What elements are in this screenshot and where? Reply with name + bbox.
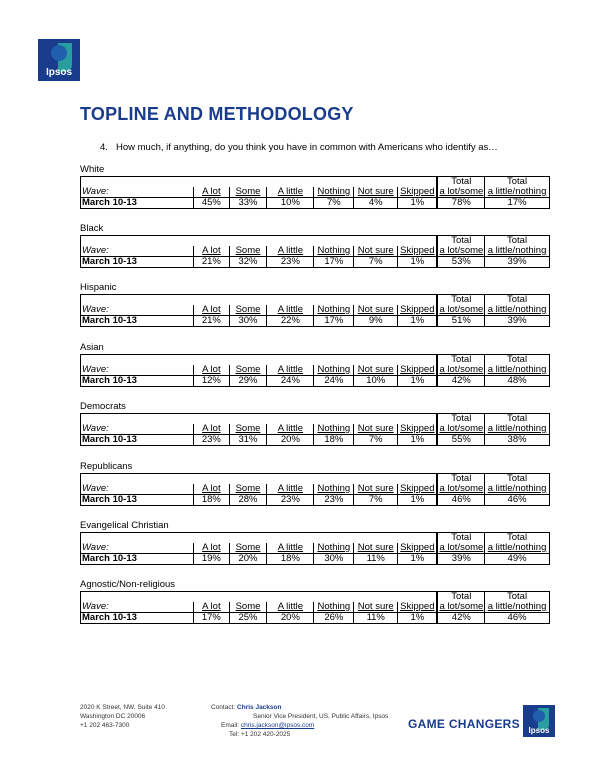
column-header: Skipped (398, 424, 438, 435)
category-block (80, 579, 550, 624)
table-cell: 31% (229, 435, 267, 446)
table-row (81, 554, 550, 565)
column-header: A little (267, 424, 314, 435)
topline-table (80, 354, 550, 387)
ipsos-logo (38, 39, 80, 81)
table-cell: 9% (354, 316, 398, 327)
topline-table (80, 294, 550, 327)
column-header: Skipped (398, 602, 438, 613)
table-row (81, 376, 550, 387)
table-cell: 28% (229, 495, 267, 506)
question (100, 142, 498, 153)
category-label: Asian (80, 342, 104, 353)
total-header: Total (507, 294, 528, 305)
topline-table (80, 591, 550, 624)
column-header: Not sure (354, 365, 398, 376)
column-header: Nothing (314, 543, 354, 554)
table-cell: 23% (267, 495, 314, 506)
table-row (81, 613, 550, 624)
table-cell: 10% (267, 198, 314, 209)
table-cell: 12% (194, 376, 230, 387)
footer-contact (211, 703, 388, 739)
table-cell: 18% (314, 435, 354, 446)
column-header: a little/nothing (485, 484, 550, 495)
column-header: a little/nothing (485, 602, 550, 613)
category-block (80, 223, 550, 268)
header-row (81, 484, 550, 495)
column-header: Some (229, 424, 267, 435)
column-header: Some (229, 365, 267, 376)
wave-date: March 10-13 (81, 495, 194, 506)
column-header: Some (229, 246, 267, 257)
column-header: A little (267, 187, 314, 198)
column-header: A lot (194, 187, 230, 198)
table-cell: 10% (354, 376, 398, 387)
table-cell: 51% (437, 316, 484, 327)
column-header: Nothing (314, 305, 354, 316)
wave-header: Wave: (81, 602, 194, 613)
column-header: A little (267, 484, 314, 495)
table-cell: 49% (485, 554, 550, 565)
table-cell: 1% (398, 198, 438, 209)
table-cell: 1% (398, 435, 438, 446)
footer-address (80, 703, 165, 730)
header-row (81, 602, 550, 613)
header-row (81, 305, 550, 316)
column-header: A lot (194, 365, 230, 376)
header-row-totals (81, 533, 550, 544)
category-block (80, 401, 550, 446)
table-cell: 20% (267, 613, 314, 624)
table-cell: 7% (354, 257, 398, 268)
table-cell: 21% (194, 257, 230, 268)
column-header: A lot (194, 246, 230, 257)
wave-header: Wave: (81, 305, 194, 316)
table-cell: 33% (229, 198, 267, 209)
total-header: Total (507, 176, 528, 187)
column-header: a little/nothing (485, 246, 550, 257)
column-header: Some (229, 305, 267, 316)
address-line-1: 2020 K Street, NW, Suite 410 (80, 704, 165, 711)
column-header: a little/nothing (485, 424, 550, 435)
table-cell: 78% (437, 198, 484, 209)
column-header: A lot (194, 543, 230, 554)
topline-table (80, 176, 550, 209)
total-header: Total (451, 176, 472, 187)
column-header: a lot/some (439, 602, 484, 612)
column-header: A little (267, 305, 314, 316)
column-header: A lot (194, 305, 230, 316)
table-cell: 23% (267, 257, 314, 268)
column-header: A little (267, 602, 314, 613)
wave-date: March 10-13 (81, 435, 194, 446)
total-header: Total (507, 473, 528, 484)
table-cell: 22% (267, 316, 314, 327)
question-number: 4. (100, 142, 108, 153)
table-cell: 32% (229, 257, 267, 268)
table-cell: 39% (437, 554, 484, 565)
category-label: Black (80, 223, 104, 234)
tel-value: +1 202 420-2025 (240, 731, 291, 738)
column-header: Not sure (354, 187, 398, 198)
category-block (80, 520, 550, 565)
table-cell: 4% (354, 198, 398, 209)
tel-label: Tel: (229, 731, 240, 738)
column-header: A little (267, 543, 314, 554)
table-cell: 48% (485, 376, 550, 387)
column-header: Not sure (354, 305, 398, 316)
total-header: Total (507, 591, 528, 602)
table-cell: 39% (485, 257, 550, 268)
table-cell: 18% (194, 495, 230, 506)
wave-header: Wave: (81, 365, 194, 376)
column-header: a lot/some (439, 187, 484, 197)
table-cell: 29% (229, 376, 267, 387)
total-header: Total (507, 413, 528, 424)
table-cell: 1% (398, 257, 438, 268)
table-cell: 17% (314, 316, 354, 327)
wave-header: Wave: (81, 246, 194, 257)
column-header: a little/nothing (485, 305, 550, 316)
table-cell: 26% (314, 613, 354, 624)
table-row (81, 198, 550, 209)
category-block (80, 282, 550, 327)
wave-date: March 10-13 (81, 376, 194, 387)
category-label: Evangelical Christian (80, 520, 169, 531)
column-header: a little/nothing (485, 187, 550, 198)
total-header: Total (451, 235, 472, 246)
header-row-totals (81, 474, 550, 485)
table-cell: 46% (485, 613, 550, 624)
column-header: Not sure (354, 424, 398, 435)
table-cell: 17% (194, 613, 230, 624)
wave-date: March 10-13 (81, 198, 194, 209)
table-cell: 19% (194, 554, 230, 565)
wave-header: Wave: (81, 543, 194, 554)
header-row-totals (81, 355, 550, 366)
page-title: TOPLINE AND METHODOLOGY (80, 104, 354, 124)
table-cell: 53% (437, 257, 484, 268)
column-header: Skipped (398, 484, 438, 495)
column-header: Nothing (314, 246, 354, 257)
table-cell: 42% (437, 376, 484, 387)
column-header: Some (229, 543, 267, 554)
column-header: A lot (194, 602, 230, 613)
contact-name: Chris Jackson (237, 704, 282, 711)
table-row (81, 435, 550, 446)
total-header: Total (451, 591, 472, 602)
total-header: Total (451, 413, 472, 424)
total-header: Total (451, 354, 472, 365)
column-header: a lot/some (439, 543, 484, 553)
category-label: Hispanic (80, 282, 117, 293)
header-row-totals (81, 295, 550, 306)
column-header: a little/nothing (485, 365, 550, 376)
total-header: Total (507, 532, 528, 543)
column-header: Nothing (314, 424, 354, 435)
column-header: a lot/some (439, 365, 484, 375)
column-header: Not sure (354, 543, 398, 554)
column-header: Skipped (398, 365, 438, 376)
table-cell: 23% (194, 435, 230, 446)
category-block (80, 342, 550, 387)
table-cell: 17% (485, 198, 550, 209)
table-cell: 55% (437, 435, 484, 446)
table-cell: 39% (485, 316, 550, 327)
topline-table (80, 235, 550, 268)
email-link[interactable]: chris.jackson@ipsos.com (240, 722, 315, 729)
table-cell: 20% (267, 435, 314, 446)
column-header: Some (229, 602, 267, 613)
table-row (81, 495, 550, 506)
column-header: Skipped (398, 543, 438, 554)
total-header: Total (507, 354, 528, 365)
table-cell: 1% (398, 613, 438, 624)
address-phone: +1 202 463-7300 (80, 722, 130, 729)
column-header: A little (267, 365, 314, 376)
header-row (81, 365, 550, 376)
table-cell: 7% (354, 495, 398, 506)
header-row-totals (81, 236, 550, 247)
wave-header: Wave: (81, 187, 194, 198)
table-cell: 17% (314, 257, 354, 268)
column-header: a little/nothing (485, 543, 550, 554)
header-row (81, 187, 550, 198)
topline-table (80, 413, 550, 446)
table-cell: 11% (354, 554, 398, 565)
table-row (81, 316, 550, 327)
column-header: a lot/some (439, 305, 484, 315)
table-cell: 1% (398, 376, 438, 387)
total-header: Total (507, 235, 528, 246)
question-text: How much, if anything, do you think you have in common with Americans who identify as… (116, 142, 498, 153)
contact-title: Senior Vice President, US, Public Affairs, Ipsos (253, 713, 389, 720)
ipsos-logo-small-text: Ipsos (528, 726, 550, 735)
email-label: Email: (221, 722, 240, 729)
wave-date: March 10-13 (81, 554, 194, 565)
table-cell: 46% (485, 495, 550, 506)
table-cell: 23% (314, 495, 354, 506)
ipsos-logo-text: Ipsos (45, 67, 73, 78)
column-header: Skipped (398, 305, 438, 316)
column-header: Skipped (398, 187, 438, 198)
wave-header: Wave: (81, 424, 194, 435)
column-header: Not sure (354, 246, 398, 257)
table-cell: 7% (354, 435, 398, 446)
category-label: Agnostic/Non-religious (80, 579, 176, 590)
column-header: Nothing (314, 602, 354, 613)
table-cell: 20% (229, 554, 267, 565)
total-header: Total (451, 532, 472, 543)
table-cell: 1% (398, 495, 438, 506)
column-header: A lot (194, 484, 230, 495)
table-cell: 42% (437, 613, 484, 624)
category-block (80, 164, 550, 209)
total-header: Total (451, 294, 472, 305)
topline-table (80, 473, 550, 506)
header-row (81, 246, 550, 257)
table-cell: 1% (398, 554, 438, 565)
total-header: Total (451, 473, 472, 484)
column-header: A little (267, 246, 314, 257)
table-cell: 24% (314, 376, 354, 387)
column-header: Nothing (314, 365, 354, 376)
column-header: a lot/some (439, 424, 484, 434)
category-block (80, 461, 550, 506)
table-cell: 7% (314, 198, 354, 209)
header-row (81, 424, 550, 435)
table-row (81, 257, 550, 268)
column-header: Nothing (314, 187, 354, 198)
address-line-2: Washington DC 20006 (80, 713, 146, 720)
header-row-totals (81, 414, 550, 425)
table-cell: 18% (267, 554, 314, 565)
column-header: Some (229, 187, 267, 198)
table-cell: 46% (437, 495, 484, 506)
table-cell: 21% (194, 316, 230, 327)
table-cell: 11% (354, 613, 398, 624)
column-header: a lot/some (439, 484, 484, 494)
wave-date: March 10-13 (81, 257, 194, 268)
wave-date: March 10-13 (81, 316, 194, 327)
column-header: A lot (194, 424, 230, 435)
table-cell: 30% (229, 316, 267, 327)
category-label: Republicans (80, 461, 133, 472)
column-header: a lot/some (439, 246, 484, 256)
table-cell: 24% (267, 376, 314, 387)
column-header: Not sure (354, 602, 398, 613)
header-row (81, 543, 550, 554)
column-header: Skipped (398, 246, 438, 257)
column-header: Some (229, 484, 267, 495)
game-changers-tagline: GAME CHANGERS (408, 717, 520, 731)
table-cell: 45% (194, 198, 230, 209)
table-cell: 30% (314, 554, 354, 565)
ipsos-logo-small (523, 705, 555, 737)
topline-table (80, 532, 550, 565)
column-header: Nothing (314, 484, 354, 495)
table-cell: 38% (485, 435, 550, 446)
header-row-totals (81, 177, 550, 188)
wave-date: March 10-13 (81, 613, 194, 624)
wave-header: Wave: (81, 484, 194, 495)
table-cell: 1% (398, 316, 438, 327)
contact-label: Contact: (211, 704, 236, 711)
category-label: Democrats (80, 401, 126, 412)
table-cell: 25% (229, 613, 267, 624)
header-row-totals (81, 592, 550, 603)
column-header: Not sure (354, 484, 398, 495)
category-label: White (80, 164, 105, 175)
